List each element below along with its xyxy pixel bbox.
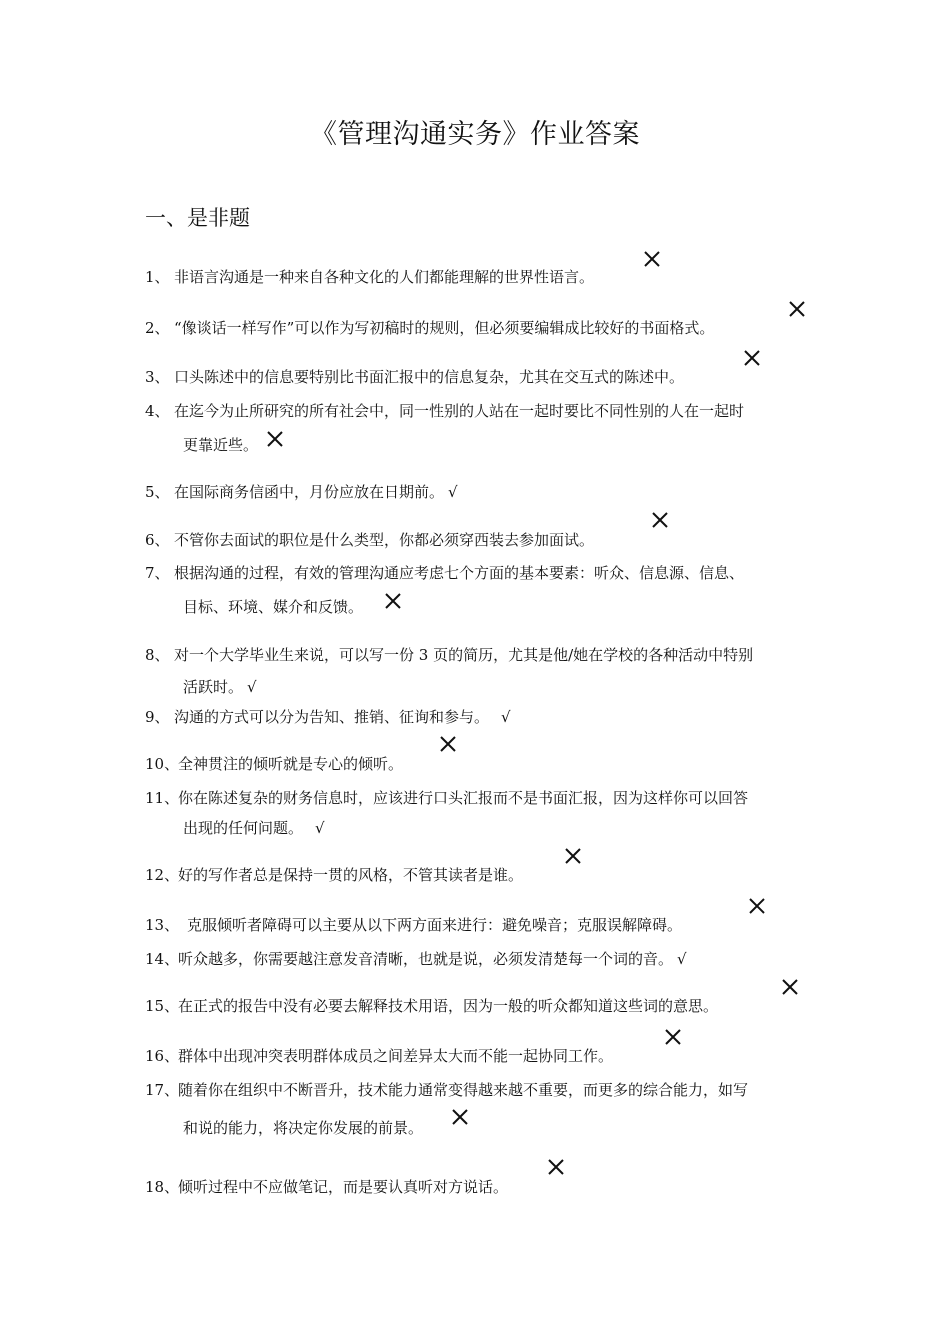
question-item — [145, 645, 810, 697]
check-mark: √ — [247, 678, 257, 696]
cross-mark-icon — [781, 978, 799, 996]
question-number: 6、 — [145, 531, 170, 549]
check-mark: √ — [448, 483, 458, 501]
question-text-continued: 和说的能力，将决定你发展的前景。 — [183, 1119, 424, 1137]
cross-mark-icon — [384, 592, 402, 610]
question-number: 13、 — [145, 916, 180, 934]
question-text-continued: 活跃时。 √ — [183, 678, 257, 696]
question-text: 听众越多，你需要越注意发音清晰，也就是说，必须发清楚每一个词的音。 — [178, 950, 674, 968]
cross-mark-icon — [651, 511, 669, 529]
question-item — [145, 949, 810, 969]
question-item — [145, 788, 810, 838]
cross-mark-icon — [451, 1108, 469, 1126]
question-text: 在国际商务信函中，月份应放在日期前。 — [174, 483, 445, 501]
question-number: 17、 — [145, 1081, 180, 1099]
question-item — [145, 267, 810, 287]
question-number: 15、 — [145, 997, 180, 1015]
question-text: 不管你去面试的职位是什么类型，你都必须穿西装去参加面试。 — [174, 531, 595, 549]
document-title: 《管理沟通实务》作业答案 — [310, 119, 640, 150]
check-mark: √ — [315, 819, 325, 837]
question-text-continued: 更靠近些。 — [183, 436, 259, 454]
question-text: 克服倾听者障碍可以主要从以下两方面来进行：避免噪音；克服误解障碍。 — [187, 916, 683, 934]
question-text: “像谈话一样写作”可以作为写初稿时的规则，但必须要编辑成比较好的书面格式。 — [174, 319, 715, 337]
question-number: 7、 — [145, 564, 170, 582]
question-number: 8、 — [145, 646, 170, 664]
question-item — [145, 865, 810, 885]
question-text: 群体中出现冲突表明群体成员之间差异太大而不能一起协同工作。 — [178, 1047, 614, 1065]
question-number: 12、 — [145, 866, 180, 884]
question-item — [145, 367, 810, 387]
cross-mark-icon — [743, 349, 761, 367]
question-item — [145, 996, 810, 1016]
question-number: 1、 — [145, 268, 170, 286]
question-text: 口头陈述中的信息要特别比书面汇报中的信息复杂，尤其在交互式的陈述中。 — [174, 368, 685, 386]
question-item — [145, 530, 810, 550]
question-item — [145, 318, 810, 338]
check-mark: √ — [501, 708, 511, 726]
question-text: 非语言沟通是一种来自各种文化的人们都能理解的世界性语言。 — [174, 268, 595, 286]
question-item — [145, 915, 810, 935]
cross-mark-icon — [748, 897, 766, 915]
question-text: 好的写作者总是保持一贯的风格，不管其读者是谁。 — [178, 866, 524, 884]
question-text: 根据沟通的过程，有效的管理沟通应考虑七个方面的基本要素：听众、信息源、信息、 — [174, 564, 745, 582]
cross-mark-icon — [664, 1028, 682, 1046]
question-item — [145, 1177, 810, 1197]
question-number: 9、 — [145, 708, 170, 726]
question-text: 全神贯注的倾听就是专心的倾听。 — [178, 755, 404, 773]
question-item — [145, 482, 810, 502]
question-text: 随着你在组织中不断晋升，技术能力通常变得越来越不重要，而更多的综合能力，如写 — [178, 1081, 749, 1099]
question-item — [145, 401, 810, 455]
question-text: 在正式的报告中没有必要去解释技术用语，因为一般的听众都知道这些词的意思。 — [178, 997, 719, 1015]
question-text-continued: 出现的任何问题。 √ — [183, 819, 325, 837]
cross-mark-icon — [439, 735, 457, 753]
cross-mark-icon — [547, 1158, 565, 1176]
question-item — [145, 754, 810, 774]
question-number: 16、 — [145, 1047, 180, 1065]
question-number: 11、 — [145, 789, 180, 807]
question-number: 5、 — [145, 483, 170, 501]
question-number: 4、 — [145, 402, 170, 420]
question-text: 沟通的方式可以分为告知、推销、征询和参与。 — [174, 708, 490, 726]
question-item — [145, 1080, 810, 1138]
section-heading: 一、是非题 — [145, 206, 250, 230]
cross-mark-icon — [788, 300, 806, 318]
question-number: 14、 — [145, 950, 180, 968]
question-text: 倾听过程中不应做笔记，而是要认真听对方说话。 — [178, 1178, 509, 1196]
cross-mark-icon — [564, 847, 582, 865]
question-text: 你在陈述复杂的财务信息时，应该进行口头汇报而不是书面汇报，因为这样你可以回答 — [178, 789, 749, 807]
question-number: 2、 — [145, 319, 170, 337]
cross-mark-icon — [266, 430, 284, 448]
question-item — [145, 563, 810, 617]
question-item — [145, 1046, 810, 1066]
question-item — [145, 707, 810, 727]
question-number: 10、 — [145, 755, 180, 773]
check-mark: √ — [677, 950, 687, 968]
question-text: 对一个大学毕业生来说，可以写一份 3 页的简历，尤其是他/她在学校的各种活动中特别 — [174, 646, 754, 664]
question-number: 18、 — [145, 1178, 180, 1196]
question-number: 3、 — [145, 368, 170, 386]
cross-mark-icon — [643, 250, 661, 268]
question-text-continued: 目标、环境、媒介和反馈。 — [183, 598, 364, 616]
question-text: 在迄今为止所研究的所有社会中，同一性别的人站在一起时要比不同性别的人在一起时 — [174, 402, 745, 420]
